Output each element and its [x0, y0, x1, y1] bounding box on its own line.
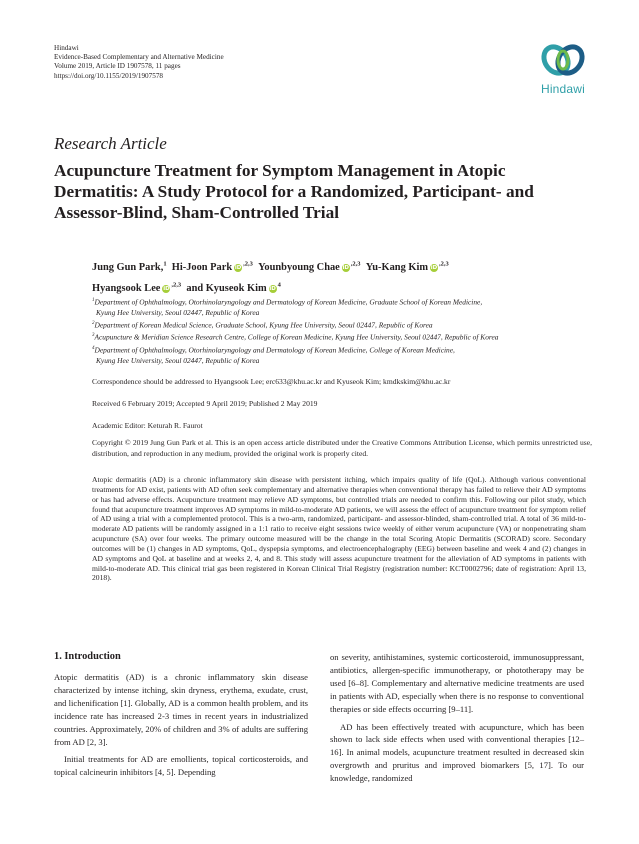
affiliation: $^4$Department of Ophthalmology, Otorhinolaryngology and Dermatology of Korean Medicine, College of Korean Medicine, [92, 345, 455, 355]
author: Jung Gun Park,$^1$ [92, 261, 167, 274]
abstract: Atopic dermatitis (AD) is a chronic inflammatory skin disease with persistent itching, which impairs quality of life (QoL). Although various conventional treatments for AD exist, patients with AD often seek complementary and alternative therapies when conventional therapy has failed to relieve their AD symptoms or has had adverse effects. Acupuncture treatment may relieve AD symptoms, but controlled trials are needed to confirm this. Following our pilot study, which found that acupuncture treatment improves AD symptoms in mild-to-moderate AD patients, we will assess the effect of acupuncture treatment for symptom relief of AD using a trial with a complemented protocol. This is a two-arm, randomized, participant- and assessor-blinded, sham-controlled trial. A total of 36 mild-to-moderate AD patients will be randomly assigned in a 1:1 ratio to receive eight sessions twice weekly of either verum acupuncture (VA) or nonpenetrating sham acupuncture (SA) over four weeks. The primary outcome measured will be the change in the total Scoring Atopic Dermatitis (SCORAD) score. Secondary outcomes will be (1) changes in AD symptoms, QoL, dyspepsia symptoms, and electroencephalography (EEG) between baseline and week 4 and (2) changes in AD symptoms and QoL at baseline and at weeks 2, 4, and 8. This study will assess acupuncture treatment for the alleviation of AD symptoms in patients with mild-to-moderate AD. This clinical trial gas been registered in Korean Clinical Trial Registry (registration number: KCT0002796; date of registration: April 13, 2018). [92, 475, 586, 583]
publisher-name: Hindawi [54, 44, 79, 52]
doi-link[interactable]: https://doi.org/10.1155/2019/1907578 [54, 71, 164, 80]
author: Hyangsook Lee $iD^{,2,3}$ [92, 281, 182, 294]
affiliation-continued: Kyung Hee University, Seoul 02447, Republic of Korea [96, 355, 260, 365]
affiliation: $^3$Acupuncture & Meridian Science Research Centre, College of Korean Medicine, Kyung Hee University, Seoul 02447, Republic of Korea [92, 332, 499, 342]
author: Younbyoung Chae $iD^{,2,3}$ [258, 261, 361, 274]
academic-editor: Academic Editor: Keturah R. Faurot [92, 421, 203, 430]
journal-name: Evidence-Based Complementary and Alternative Medicine [54, 53, 224, 62]
column-left [54, 651, 308, 779]
affiliation: $^1$Department of Ophthalmology, Otorhinolaryngology and Dermatology of Korean Medicine, Graduate School of Korean Medicine, [92, 297, 483, 307]
orcid-icon[interactable]: iD [234, 265, 242, 272]
body-paragraph: on severity, antihistamines, systemic corticosteroid, immunosuppressant, antibiotics, allergen-specific immunotherapy, or phototherapy may be used [6–8]. Complementary and alternative medicine treatments are used in patients with AD, especially when there is no response to conventional therapies or side effects occurring [9–11]. [330, 652, 584, 714]
paper-title: Acupuncture Treatment for Symptom Management in Atopic Dermatitis: A Study Protocol for a Randomized, Participant- and Assessor-Blind, Sham-Controlled Trial [54, 161, 534, 222]
orcid-icon[interactable]: iD [269, 285, 276, 292]
journal-volume: Volume 2019, Article ID 1907578, 11 pages [54, 62, 181, 71]
body-paragraph: Initial treatments for AD are emollients, topical corticosteroids, and topical calcineurin inhibitors [4, 5]. Depending [54, 754, 308, 778]
hindawi-logo-icon [541, 40, 585, 80]
affiliation-continued: Kyung Hee University, Seoul 02447, Republic of Korea [96, 308, 260, 318]
body-paragraph: AD has been effectively treated with acupuncture, which has been shown to lack side effects when used with conventional therapies [12–16]. In animal models, acupuncture treatment resulted in decreased skin overgrowth and pruritus and improved biomarkers [5, 17]. To our knowledge, randomized [330, 721, 584, 784]
copyright-notice: Copyright © 2019 Jung Gun Park et al. This is an open access article distributed under the Creative Commons Attribution License, which permits unrestricted use, distribution, and reproduction in any medium, provided the original work is properly cited. [92, 438, 592, 458]
orcid-icon[interactable]: iD [342, 265, 349, 272]
author: and Kyuseok Kim $iD^4$ [186, 281, 281, 294]
orcid-icon[interactable]: iD [430, 265, 438, 272]
section-heading: 1. Introduction [54, 651, 121, 662]
affiliation: $^2$Department of Korean Medical Science, Graduate School, Kyung Hee University, Seoul 02447, Republic of Korea [92, 320, 433, 330]
article-type: Research Article [54, 134, 167, 153]
orcid-icon[interactable]: iD [163, 285, 170, 292]
author-list [92, 256, 592, 297]
author: Hi-Joon Park $iD^{,2,3}$ [171, 261, 253, 274]
hindawi-logo [528, 40, 598, 100]
journal-meta [54, 44, 224, 81]
logo-text: Hindawi [540, 82, 586, 96]
correspondence: Correspondence should be addressed to Hyangsook Lee; erc633@khu.ac.kr and Kyuseok Kim; kmdkskim@khu.ac.kr [92, 377, 451, 386]
body-paragraph: Atopic dermatitis (AD) is a chronic inflammatory skin disease characterized by intense itching, skin dryness, erythema, exudate, crust, and lichenification [1]. Globally, AD is a common health problem, and its incidence rate has increased 2-3 times in recent years in industrialized countries. Approximately, 20% of children and 3% of adults are suffering from AD [2, 3]. [54, 672, 308, 747]
affiliations [92, 296, 592, 367]
author: Yu-Kang Kim $iD^{,2,3}$ [365, 261, 449, 274]
publication-dates: Received 6 February 2019; Accepted 9 April 2019; Published 2 May 2019 [92, 399, 318, 408]
column-right [330, 651, 584, 785]
